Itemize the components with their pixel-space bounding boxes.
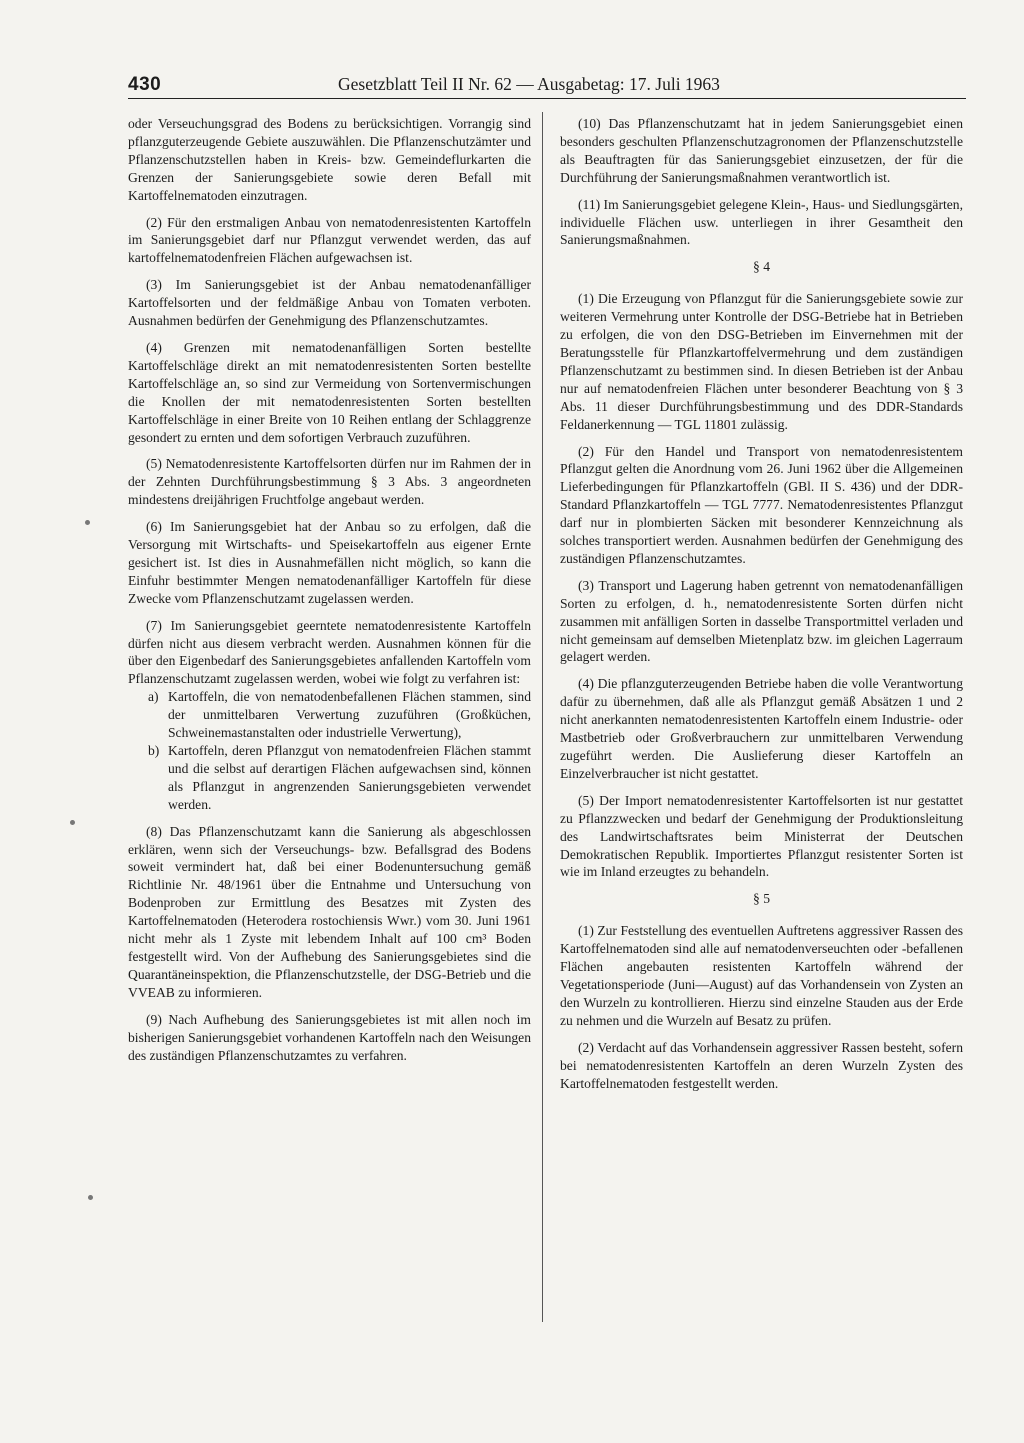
paragraph: (1) Die Erzeugung von Pflanzgut für die Sanierungsgebiete sowie zur weiteren Vermehrung unter Kontrolle der DSG-Betriebe hat in Betrieben zu erfolgen, die von den DSG-Betrieben im Einvernehmen mit der Beratungsstelle für Pflanzkartoffelvermehrung und dem zuständigen Pflanzenschutzamt zu bestimmen sind. In diesen Betrieben ist der Anbau nur auf nematodenfreien Flächen unter besonderer Beachtung von § 3 Abs. 11 dieser Durchführungsbestimmung und des DDR-Standards Feldanerkennung — TGL 11801 zulässig. (560, 291, 963, 432)
paragraph: (5) Der Import nematodenresistenter Kartoffelsorten ist nur gestattet zu Pflanzzwecken und bedarf der Genehmigung der Produktionsleitung des Landwirtschaftsrates beim Ministerrat der Deutschen Demokratischen Republik. Importiertes Pflanzgut resistenter Sorten ist wie im Inland erzeugtes zu behandeln. (560, 792, 963, 880)
paragraph: (3) Im Sanierungsgebiet ist der Anbau nematodenanfälliger Kartoffelsorten und der feldmäßige Anbau von Tomaten verboten. Ausnahmen bedürfen der Genehmigung des Pflanzenschutzamtes. (128, 277, 531, 329)
paragraph: (1) Zur Feststellung des eventuellen Auftretens aggressiver Rassen des Kartoffelnematoden sind alle auf nematodenverseuchten oder -befallenen Flächen angebauten resistenten Kartoffeln während der Vegetationsperiode (Juni—August) auf das Vorhandensein von Zysten an den Wurzeln zu kontrollieren. Hierzu sind einzelne Stauden aus der Erde zu nehmen und die Wurzeln auf Besatz zu prüfen. (560, 923, 963, 1028)
list-marker: a) (148, 689, 159, 705)
paragraph: (2) Verdacht auf das Vorhandensein aggressiver Rassen besteht, sofern bei nematodenresistenten Kartoffeln an deren Wurzeln Zysten des Kartoffelnematoden festgestellt werden. (560, 1039, 963, 1091)
paragraph: (10) Das Pflanzenschutzamt hat in jedem Sanierungsgebiet einen besonders geschulten Pflanzenschutzagronomen der Pflanzenschutzstelle als Beauftragten für das Sanierungsgebiet einzusetzen, der für die Durchführung der Sanierungsmaßnahmen verantwortlich ist. (560, 116, 963, 185)
header-title: Gesetzblatt Teil II Nr. 62 — Ausgabetag: 17. Juli 1963 (338, 74, 720, 94)
paragraph: (8) Das Pflanzenschutzamt kann die Sanierung als abgeschlossen erklären, wenn sich der Verseuchungs- bzw. Befallsgrad des Bodens soweit vermindert hat, daß bei einer Bodenuntersuchung gemäß Richtlinie Nr. 48/1961 über die Entnahme und Untersuchung von Bodenproben zur Ermittlung des Besatzes mit Zysten des Kartoffelnematoden (Heterodera rostochiensis Wwr.) vom 30. Juni 1961 nicht mehr als 1 Zyste mit lebendem Inhalt auf 100 cm³ Boden festgestellt wird. Von der Aufhebung des Sanierungsgebietes sind die Quarantäneinspektion, die Pflanzenschutzstelle, der DSG-Betrieb und die VVEAB zu informieren. (128, 823, 531, 1000)
paragraph: (2) Für den Handel und Transport von nematodenresistentem Pflanzgut gelten die Anordnung vom 26. Juni 1962 über die Allgemeinen Lieferbedingungen für Pflanzkartoffeln (GBl. II S. 436) und der DDR-Standard Pflanzkartoffeln — TGL 7777. Nematodenresistentes Pflanzgut darf nur in plombierten Säcken mit besonderer Kennzeichnung als solches transportiert werden. Ausnahmen bedürfen der Genehmigung des zuständigen Pflanzenschutzamtes. (560, 443, 963, 566)
paragraph: (7) Im Sanierungsgebiet geerntete nematodenresistente Kartoffeln dürfen nicht aus diesem verbracht werden. Ausnahmen können für die über den Eigenbedarf des Sanierungsgebietes anfallenden Kartoffeln vom Pflanzenschutzamt zugelassen werden, wobei wie folgt zu verfahren ist: (128, 617, 531, 687)
left-column (128, 115, 531, 1073)
right-column (560, 115, 963, 1101)
paragraph: oder Verseuchungsgrad des Bodens zu berücksichtigen. Vorrangig sind pflanzguterzeugende Gebiete auszuwählen. Die Pflanzenschutzämter und Pflanzenschutzstellen haben in Kreis- bzw. Gemeindeflurkarten die Grenzen der Sanierungsgebiete sowie deren Befall mit Kartoffelnematoden einzutragen. (128, 116, 531, 203)
paragraph: (3) Transport und Lagerung haben getrennt von nematodenanfälligen Sorten zu erfolgen, d. h., nematodenresistente Sorten dürfen nicht zusammen mit anfälligen Sorten in dasselbe Transportmittel verladen und nicht gemeinsam auf demselben Mietenplatz bzw. im gleichen Lagerraum gelagert werden. (560, 577, 963, 665)
paragraph: (11) Im Sanierungsgebiet gelegene Klein-, Haus- und Siedlungsgärten, individuelle Flächen usw. unterliegen in ihrer Gesamtheit den Sanierungsmaßnahmen. (560, 196, 963, 248)
page-header (128, 72, 966, 99)
paragraph: (6) Im Sanierungsgebiet hat der Anbau so zu erfolgen, daß die Versorgung mit Wirtschafts- und Speisekartoffeln aus eigener Ernte gesichert ist. Ist dies in Ausnahmefällen nicht möglich, so kann die Einfuhr bestimmter Mengen nematodenanfälliger Kartoffeln für diese Zwecke vom Pflanzenschutzamt zugelassen werden. (128, 519, 531, 606)
column-divider (542, 112, 543, 1322)
paragraph: (9) Nach Aufhebung des Sanierungsgebietes ist mit allen noch im bisherigen Sanierungsgebiet vorhandenen Kartoffeln nach den Weisungen des zuständigen Pflanzenschutzamtes zu verfahren. (128, 1011, 531, 1063)
scan-speck (85, 520, 90, 525)
scan-speck (88, 1195, 93, 1200)
section-heading: § 4 (753, 259, 770, 275)
list-item-text: Kartoffeln, deren Pflanzgut von nematodenfreien Flächen stammt und die selbst auf derartigen Flächen aufgewachsen sind, können als Pflanzgut in angrenzenden Sanierungsgebieten verwendet werden. (168, 743, 531, 812)
paragraph: (4) Grenzen mit nematodenanfälligen Sorten bestellte Kartoffelschläge direkt an mit nematodenresistenten Sorten bestellte Kartoffelschläge an, so sind zur Vermeidung von Sortenvermischungen die Knollen der mit nematodenresistenten Sorten bestellten Kartoffelschläge in einer Breite von 10 Reihen entlang der Schlaggrenze gesondert zu ernten und dem sofortigen Verbrauch zuzuführen. (128, 339, 531, 445)
list-item (128, 688, 531, 742)
paragraph: (4) Die pflanzguterzeugenden Betriebe haben die volle Verantwortung dafür zu übernehmen, daß alle als Pflanzgut gemäß Absätzen 1 und 2 nicht anerkannten nematodenresistenten Kartoffeln einem Industrie- oder Mastbetrieb oder Großverbrauchern zur unmittelbaren Verwendung zugeführt werden. Die Auslieferung dieser Kartoffeln an Einzelverbraucher ist nicht gestattet. (560, 676, 963, 781)
list-item-text: Kartoffeln, die von nematodenbefallenen Flächen stammen, sind der unmittelbaren Verwertung zuzuführen (Großküchen, Schweinemastanstalten oder industrielle Verwertung), (168, 689, 531, 741)
list-marker: b) (148, 743, 160, 758)
section-heading: § 5 (753, 891, 770, 907)
list-item (128, 742, 531, 814)
scan-speck (70, 820, 75, 825)
paragraph: (2) Für den erstmaligen Anbau von nematodenresistenten Kartoffeln im Sanierungsgebiet darf nur Pflanzgut verwendet werden, das auf kartoffelnematodenfreien Flächen aufgewachsen ist. (128, 214, 531, 266)
page-number: 430 (128, 74, 162, 95)
paragraph: (5) Nematodenresistente Kartoffelsorten dürfen nur im Rahmen der in der Zehnten Durchführungsbestimmung § 3 Abs. 3 angeordneten mindestens dreijährigen Fruchtfolge angebaut werden. (128, 456, 531, 508)
